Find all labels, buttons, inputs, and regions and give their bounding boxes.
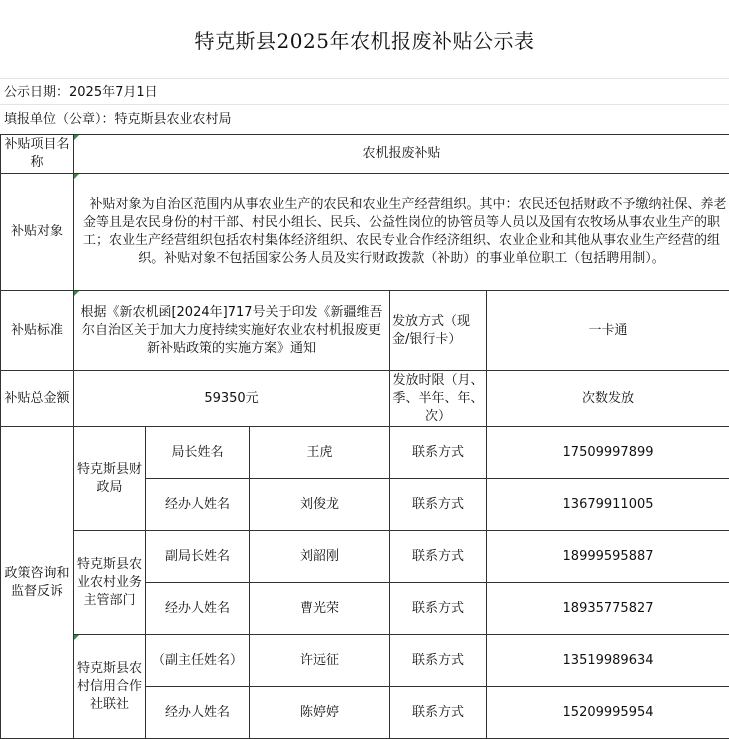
org-name: 特克斯县财政局 [77, 462, 142, 495]
contact-label-cell[interactable] [390, 687, 487, 739]
name-cell[interactable] [250, 427, 390, 479]
comment-marker-icon [74, 635, 79, 640]
role-cell[interactable] [146, 479, 250, 531]
table-row [1, 531, 729, 583]
org-name: 特克斯县农村信用合作社联社 [77, 661, 142, 712]
publish-date: 公示日期：2025年7月1日 [4, 84, 158, 102]
phone-number: 18935775827 [563, 601, 654, 616]
role-label: 局长姓名 [171, 445, 223, 460]
contact-label: 联系方式 [412, 601, 464, 616]
comment-marker-icon [74, 291, 79, 296]
person-name: 王虎 [306, 445, 332, 460]
role-label: 经办人姓名 [165, 705, 230, 720]
total-label: 补贴总金额 [4, 391, 69, 406]
contacts-label-cell[interactable] [1, 427, 74, 739]
project-value-cell[interactable] [74, 135, 729, 174]
contact-label: 联系方式 [412, 549, 464, 564]
filling-unit: 填报单位（公章）：特克斯县农业农村局 [4, 111, 232, 129]
role-label: 经办人姓名 [165, 497, 230, 512]
project-value: 农机报废补贴 [363, 146, 441, 161]
target-label-cell[interactable] [1, 174, 74, 291]
name-cell[interactable] [250, 635, 390, 687]
pay-method-label: 发放方式（现金/银行卡） [392, 314, 470, 347]
phone-number: 15209995954 [563, 705, 654, 720]
standard-value-cell[interactable] [74, 291, 390, 371]
period-label-cell[interactable] [390, 371, 487, 427]
org-cell[interactable] [74, 427, 146, 531]
table-row [1, 427, 729, 479]
phone-cell[interactable] [487, 687, 729, 739]
table-row [1, 135, 729, 174]
table-row [1, 174, 729, 291]
total-value-cell[interactable] [74, 371, 390, 427]
person-name: 陈婷婷 [300, 705, 339, 720]
contact-label-cell[interactable] [390, 583, 487, 635]
role-cell[interactable] [146, 427, 250, 479]
period-value: 次数发放 [582, 391, 634, 406]
period-value-cell[interactable] [487, 371, 729, 427]
role-label: 副局长姓名 [165, 549, 230, 564]
table-row [1, 371, 729, 427]
standard-value: 根据《新农机函[2024年]717号关于印发《新疆维吾尔自治区关于加大力度持续实施好农业农村机报废更新补贴政策的实施方案》通知 [80, 305, 382, 356]
phone-cell[interactable] [487, 479, 729, 531]
phone-cell[interactable] [487, 583, 729, 635]
phone-number: 13679911005 [563, 497, 654, 512]
role-label: 经办人姓名 [165, 601, 230, 616]
person-name: 刘俊龙 [300, 497, 339, 512]
phone-number: 17509997899 [563, 445, 654, 460]
pay-method-label-cell[interactable] [390, 291, 487, 371]
contact-label: 联系方式 [412, 705, 464, 720]
target-value-cell[interactable] [74, 174, 729, 291]
divider [0, 104, 729, 105]
contact-label-cell[interactable] [390, 479, 487, 531]
contact-label-cell[interactable] [390, 427, 487, 479]
table-row [1, 291, 729, 371]
subsidy-table [0, 134, 729, 739]
person-name: 刘韶刚 [300, 549, 339, 564]
person-name: 许远征 [300, 653, 339, 668]
comment-marker-icon [74, 174, 79, 179]
target-label: 补贴对象 [11, 224, 63, 239]
role-cell[interactable] [146, 583, 250, 635]
target-value: 补贴对象为自治区范围内从事农业生产的农民和农业生产经营组织。其中：农民还包括财政不予缴纳社保、养老金等且是农民身份的村干部、村民小组长、民兵、公益性岗位的协管员等人员以及国有农牧场从事农业生产的职工；农业生产经营组织包括农村集体经济组织、农民专业合作经济组织、农业企业和其他从事农业生产经营的组织。补贴对象不包括国家公务人员及实行财政拨款（补助）的事业单位职工（包括聘用制）。 [77, 197, 727, 266]
contact-label-cell[interactable] [390, 635, 487, 687]
page-title: 特克斯县2025年农机报废补贴公示表 [0, 0, 729, 79]
phone-cell[interactable] [487, 427, 729, 479]
name-cell[interactable] [250, 531, 390, 583]
contact-label: 联系方式 [412, 497, 464, 512]
org-cell[interactable] [74, 531, 146, 635]
contact-label-cell[interactable] [390, 531, 487, 583]
total-value: 59350元 [204, 391, 258, 406]
table-row [1, 635, 729, 687]
phone-number: 18999595887 [563, 549, 654, 564]
pay-method-value-cell[interactable] [487, 291, 729, 371]
phone-cell[interactable] [487, 531, 729, 583]
standard-label-cell[interactable] [1, 291, 74, 371]
org-name: 特克斯县农业农村业务主管部门 [77, 557, 142, 608]
pay-method-value: 一卡通 [589, 323, 628, 338]
name-cell[interactable] [250, 687, 390, 739]
standard-label: 补贴标准 [11, 323, 63, 338]
comment-marker-icon [74, 135, 79, 140]
total-label-cell[interactable] [1, 371, 74, 427]
role-cell[interactable] [146, 635, 250, 687]
org-cell[interactable] [74, 635, 146, 739]
phone-cell[interactable] [487, 635, 729, 687]
contact-label: 联系方式 [412, 445, 464, 460]
person-name: 曹光荣 [300, 601, 339, 616]
name-cell[interactable] [250, 479, 390, 531]
project-label-cell[interactable] [1, 135, 74, 174]
project-label: 补贴项目名称 [4, 137, 69, 170]
name-cell[interactable] [250, 583, 390, 635]
role-cell[interactable] [146, 531, 250, 583]
contact-label: 联系方式 [412, 653, 464, 668]
contacts-label: 政策咨询和监督反诉 [4, 566, 69, 599]
role-label: （副主任姓名） [152, 653, 243, 668]
period-label: 发放时限（月、季、半年、年、次） [392, 373, 483, 424]
role-cell[interactable] [146, 687, 250, 739]
phone-number: 13519989634 [563, 653, 654, 668]
